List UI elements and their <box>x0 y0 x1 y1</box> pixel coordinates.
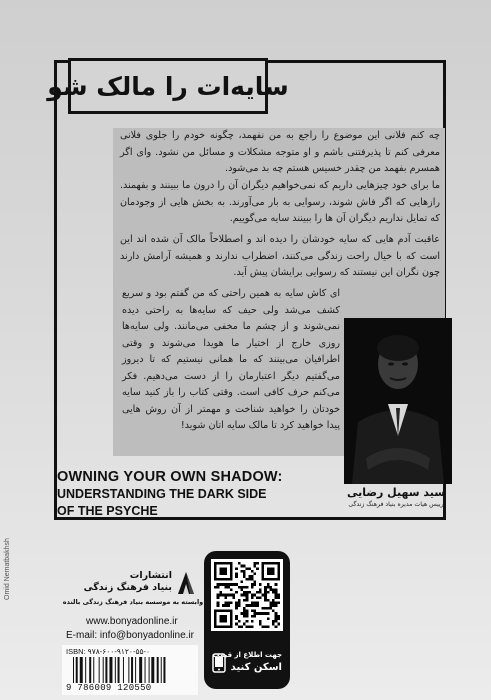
qr-module <box>269 588 272 591</box>
qr-module <box>235 607 238 610</box>
barcode-bar <box>103 657 104 683</box>
paragraph-1: چه کنم فلانی این موضوع را راجع به من نفهمد، چگونه خودم را جلوی فلانی معرفی کنم تا پذیرفتنی باشم و او متوجه مشکلات و مسائل من نشود. وای اگر همسرم بفهمد من چقدر خسیس هستم چه بد می‌شود. <box>120 130 440 174</box>
qr-module <box>256 591 259 594</box>
qr-module <box>259 623 262 626</box>
barcode-bar <box>105 657 107 683</box>
qr-module <box>267 583 270 586</box>
barcode-bar <box>128 657 129 683</box>
qr-module <box>272 610 275 613</box>
qr-module <box>272 623 275 626</box>
qr-module <box>248 567 251 570</box>
qr-module <box>275 625 278 628</box>
qr-module <box>267 612 270 615</box>
qr-module <box>246 596 249 599</box>
qr-module <box>251 596 254 599</box>
english-title <box>57 468 347 520</box>
qr-module <box>246 610 249 613</box>
qr-module <box>277 615 280 618</box>
qr-module <box>264 599 267 602</box>
qr-module <box>254 565 257 568</box>
qr-module <box>227 604 230 607</box>
qr-module <box>227 602 230 605</box>
barcode-digits: 9 786009 120550 <box>66 683 152 693</box>
qr-module <box>248 625 251 628</box>
author-portrait-drawing <box>344 318 452 484</box>
qr-module <box>275 596 278 599</box>
qr-module <box>230 588 233 591</box>
qr-module <box>254 562 257 565</box>
qr-module <box>227 586 230 589</box>
publisher-email: E-mail: info@bonyadonline.ir <box>66 630 194 641</box>
barcode-bar <box>123 657 124 683</box>
qr-module <box>240 586 243 589</box>
qr-module <box>251 625 254 628</box>
barcode-bar <box>163 657 165 683</box>
barcode-bar <box>76 657 78 683</box>
qr-code <box>211 559 283 631</box>
qr-module <box>248 575 251 578</box>
qr-module <box>219 594 222 597</box>
qr-module <box>254 573 257 576</box>
qr-module <box>269 602 272 605</box>
barcode-card <box>62 645 198 695</box>
book-title: سایه‌ات را مالک شو <box>47 71 289 101</box>
barcode-bar <box>151 657 154 683</box>
qr-module <box>222 604 225 607</box>
qr-module <box>230 583 233 586</box>
qr-module <box>225 586 228 589</box>
qr-module <box>259 596 262 599</box>
qr-module <box>251 620 254 623</box>
qr-module <box>277 623 280 626</box>
qr-module <box>243 607 246 610</box>
qr-module <box>222 594 225 597</box>
qr-module <box>254 610 257 613</box>
qr-caption-line-1: جهت اطلاع از قیمت <box>212 651 282 659</box>
qr-module <box>235 604 238 607</box>
qr-module <box>243 575 246 578</box>
qr-module <box>251 578 254 581</box>
barcode-bar <box>145 657 146 683</box>
qr-module <box>269 586 272 589</box>
qr-module <box>251 615 254 618</box>
qr-module <box>277 594 280 597</box>
barcode-bar <box>139 657 142 683</box>
qr-module <box>240 588 243 591</box>
qr-module <box>235 617 238 620</box>
qr-module <box>259 620 262 623</box>
qr-module <box>217 586 220 589</box>
paragraph-2: ما برای خود چیزهایی داریم که نمی‌خواهیم دیگران آن را درون ما ببینند و بفهمند. رازهایی که اگر فاش شوند، رسوایی به بار می‌آورند. به بخش هایی از وجودمان که تمایل نداریم دیگران آن ها را ببینند سایه می‌گوییم. <box>120 180 440 224</box>
author-role: رییس هیات مدیره بنیاد فرهنگ زندگی <box>348 501 444 508</box>
qr-module <box>275 612 278 615</box>
qr-module <box>217 596 220 599</box>
qr-module <box>254 612 257 615</box>
publisher-block <box>62 570 202 598</box>
qr-module <box>254 594 257 597</box>
qr-module <box>219 583 222 586</box>
qr-module <box>267 617 270 620</box>
qr-module <box>275 583 278 586</box>
qr-module <box>256 567 259 570</box>
qr-caption <box>204 635 290 685</box>
qr-module <box>251 575 254 578</box>
qr-module <box>238 604 241 607</box>
qr-module <box>240 625 243 628</box>
qr-module <box>272 604 275 607</box>
barcode-bar <box>149 657 150 683</box>
publisher-name-line-1: انتشارات <box>129 570 172 581</box>
qr-module <box>251 594 254 597</box>
qr-module <box>259 583 262 586</box>
qr-module <box>243 594 246 597</box>
qr-module <box>246 620 249 623</box>
qr-module <box>240 570 243 573</box>
author-name: سید سهیل رضایی <box>346 486 446 499</box>
qr-module <box>232 594 235 597</box>
barcode-bar <box>109 657 112 683</box>
qr-module <box>246 594 249 597</box>
qr-module <box>275 615 278 618</box>
qr-module <box>230 602 233 605</box>
qr-module <box>251 610 254 613</box>
barcode-bar <box>115 657 116 683</box>
qr-module <box>277 602 280 605</box>
side-credit: Omid Nematbakhsh <box>4 538 11 600</box>
qr-module <box>243 623 246 626</box>
barcode-bar <box>131 657 133 683</box>
qr-module <box>262 625 265 628</box>
qr-module <box>232 596 235 599</box>
qr-module <box>238 586 241 589</box>
barcode-bar <box>89 657 91 683</box>
qr-module <box>275 591 278 594</box>
qr-module <box>254 604 257 607</box>
qr-module <box>267 586 270 589</box>
qr-module <box>235 573 238 576</box>
qr-module <box>272 591 275 594</box>
barcode-bar <box>85 657 86 683</box>
qr-module <box>264 607 267 610</box>
isbn-text: ISBN: ۹۷۸-۶۰۰-۹۱۲۰-۵۵-۰ <box>66 647 151 656</box>
qr-module <box>225 596 228 599</box>
qr-module <box>264 596 267 599</box>
qr-module <box>243 586 246 589</box>
qr-module <box>254 615 257 618</box>
qr-module <box>272 620 275 623</box>
barcode-bar <box>157 657 159 683</box>
qr-module <box>240 565 243 568</box>
qr-module <box>246 567 249 570</box>
qr-module <box>267 599 270 602</box>
barcode-bar <box>135 657 136 683</box>
publisher-affiliation: وابسته به موسسه بنیاد فرهنگ زندگی بالنده <box>62 598 204 606</box>
qr-module <box>269 604 272 607</box>
qr-module <box>251 604 254 607</box>
qr-module <box>243 610 246 613</box>
qr-module <box>235 575 238 578</box>
qr-module <box>254 580 257 583</box>
qr-module <box>235 623 238 626</box>
publisher-name-line-2: بنیاد فرهنگ زندگی <box>83 582 172 593</box>
qr-module <box>238 599 241 602</box>
qr-module <box>248 604 251 607</box>
qr-module <box>240 612 243 615</box>
qr-module <box>251 583 254 586</box>
qr-module <box>275 594 278 597</box>
qr-module <box>238 620 241 623</box>
qr-module <box>225 594 228 597</box>
qr-module <box>217 583 220 586</box>
qr-module <box>262 594 265 597</box>
qr-module <box>248 591 251 594</box>
qr-module <box>275 620 278 623</box>
paragraph-3: عاقبت آدم هایی که سایه خودشان را دیده اند و اصطلاحاً مالک آن شده اند این است که با خیال راحت زندگی می‌کنند، اضطراب ندارند و همیشه آرامش دارند چون نگران این نیستند که رسوایی برایشان پیش آید. <box>120 234 440 278</box>
author-portrait <box>344 318 452 484</box>
qr-module <box>246 599 249 602</box>
qr-code-icon <box>214 562 280 628</box>
publisher-website: www.bonyadonline.ir <box>86 616 178 627</box>
qr-module <box>240 580 243 583</box>
qr-module <box>264 591 267 594</box>
qr-module <box>235 583 238 586</box>
qr-module <box>275 602 278 605</box>
qr-module <box>214 586 217 589</box>
qr-module <box>248 578 251 581</box>
qr-module <box>256 562 259 565</box>
qr-module <box>246 586 249 589</box>
qr-module <box>256 602 259 605</box>
qr-module <box>243 573 246 576</box>
qr-module <box>235 567 238 570</box>
qr-module <box>243 570 246 573</box>
qr-module <box>277 617 280 620</box>
qr-card[interactable] <box>204 551 290 689</box>
qr-module <box>267 591 270 594</box>
qr-module <box>238 625 241 628</box>
qr-module <box>246 578 249 581</box>
qr-module <box>259 588 262 591</box>
qr-module <box>217 602 220 605</box>
qr-module <box>219 567 227 575</box>
title-bar <box>47 58 289 114</box>
barcode-bar <box>93 657 94 683</box>
qr-module <box>219 615 227 623</box>
qr-module <box>246 591 249 594</box>
qr-module <box>246 615 249 618</box>
qr-module <box>227 583 230 586</box>
qr-module <box>217 594 220 597</box>
qr-module <box>243 612 246 615</box>
qr-module <box>251 570 254 573</box>
qr-module <box>262 607 265 610</box>
qr-module <box>264 625 267 628</box>
barcode-bar <box>80 657 83 683</box>
qr-module <box>243 615 246 618</box>
qr-module <box>275 588 278 591</box>
barcode-icon <box>72 657 194 683</box>
qr-module <box>246 625 249 628</box>
qr-module <box>225 604 228 607</box>
qr-module <box>264 594 267 597</box>
qr-module <box>267 567 275 575</box>
qr-module <box>243 565 246 568</box>
qr-module <box>238 562 241 565</box>
qr-module <box>243 591 246 594</box>
qr-module <box>225 602 228 605</box>
qr-module <box>251 586 254 589</box>
barcode-bar <box>161 657 162 683</box>
qr-module <box>227 594 230 597</box>
qr-module <box>235 615 238 618</box>
qr-module <box>272 588 275 591</box>
qr-module <box>251 602 254 605</box>
publisher-logo-icon <box>175 570 197 596</box>
paragraph-4: ای کاش سایه به همین راحتی که من گفتم بود و سریع کشف می‌شد ولی حیف که سایه‌ها به راحتی دیده نمی‌شوند و از چشم ما مخفی می‌مانند. ولی سایه‌ها روزی خارج از اختیار ما هویدا می‌شوند و وقتی اطرافیان می‌بینند که ما همانی نیستیم که تا دیروز می‌گفتیم دیگر اعتبارمان را از دست می‌دهیم. فکر می‌کنم حرف کافی است. وقتی کتاب را باز کنید سایه خودتان را خواهید شناخت و مهمتر از آن روش هایی پیدا خواهید کرد تا مالک سایه اتان شوید! <box>122 288 340 431</box>
qr-module <box>254 583 257 586</box>
qr-module <box>259 591 262 594</box>
qr-module <box>222 583 225 586</box>
qr-module <box>256 612 259 615</box>
qr-module <box>225 583 228 586</box>
qr-module <box>243 599 246 602</box>
qr-module <box>235 602 238 605</box>
qr-module <box>256 604 259 607</box>
qr-module <box>264 588 267 591</box>
english-title-line-1: OWNING YOUR OWN SHADOW: <box>57 469 283 485</box>
qr-module <box>269 607 272 610</box>
qr-module <box>264 612 267 615</box>
qr-module <box>259 612 262 615</box>
qr-module <box>254 602 257 605</box>
qr-module <box>246 604 249 607</box>
qr-module <box>275 604 278 607</box>
qr-module <box>235 591 238 594</box>
qr-module <box>219 591 222 594</box>
qr-module <box>262 612 265 615</box>
barcode-bar <box>118 657 120 683</box>
qr-module <box>267 607 270 610</box>
qr-caption-line-2: اسکن کنید <box>230 662 282 673</box>
barcode-bar <box>99 657 100 683</box>
qr-module <box>230 594 233 597</box>
english-title-line-3: OF THE PSYCHE <box>57 504 158 518</box>
qr-module <box>267 625 270 628</box>
qr-module <box>232 583 235 586</box>
qr-module <box>275 617 278 620</box>
qr-module <box>277 596 280 599</box>
english-title-line-2: UNDERSTANDING THE DARK SIDE <box>57 487 267 501</box>
barcode-bar <box>73 657 74 683</box>
qr-module <box>256 596 259 599</box>
qr-module <box>240 594 243 597</box>
qr-module <box>272 602 275 605</box>
qr-module <box>246 612 249 615</box>
qr-module <box>217 604 220 607</box>
qr-module <box>272 599 275 602</box>
qr-module <box>238 602 241 605</box>
qr-module <box>264 586 267 589</box>
